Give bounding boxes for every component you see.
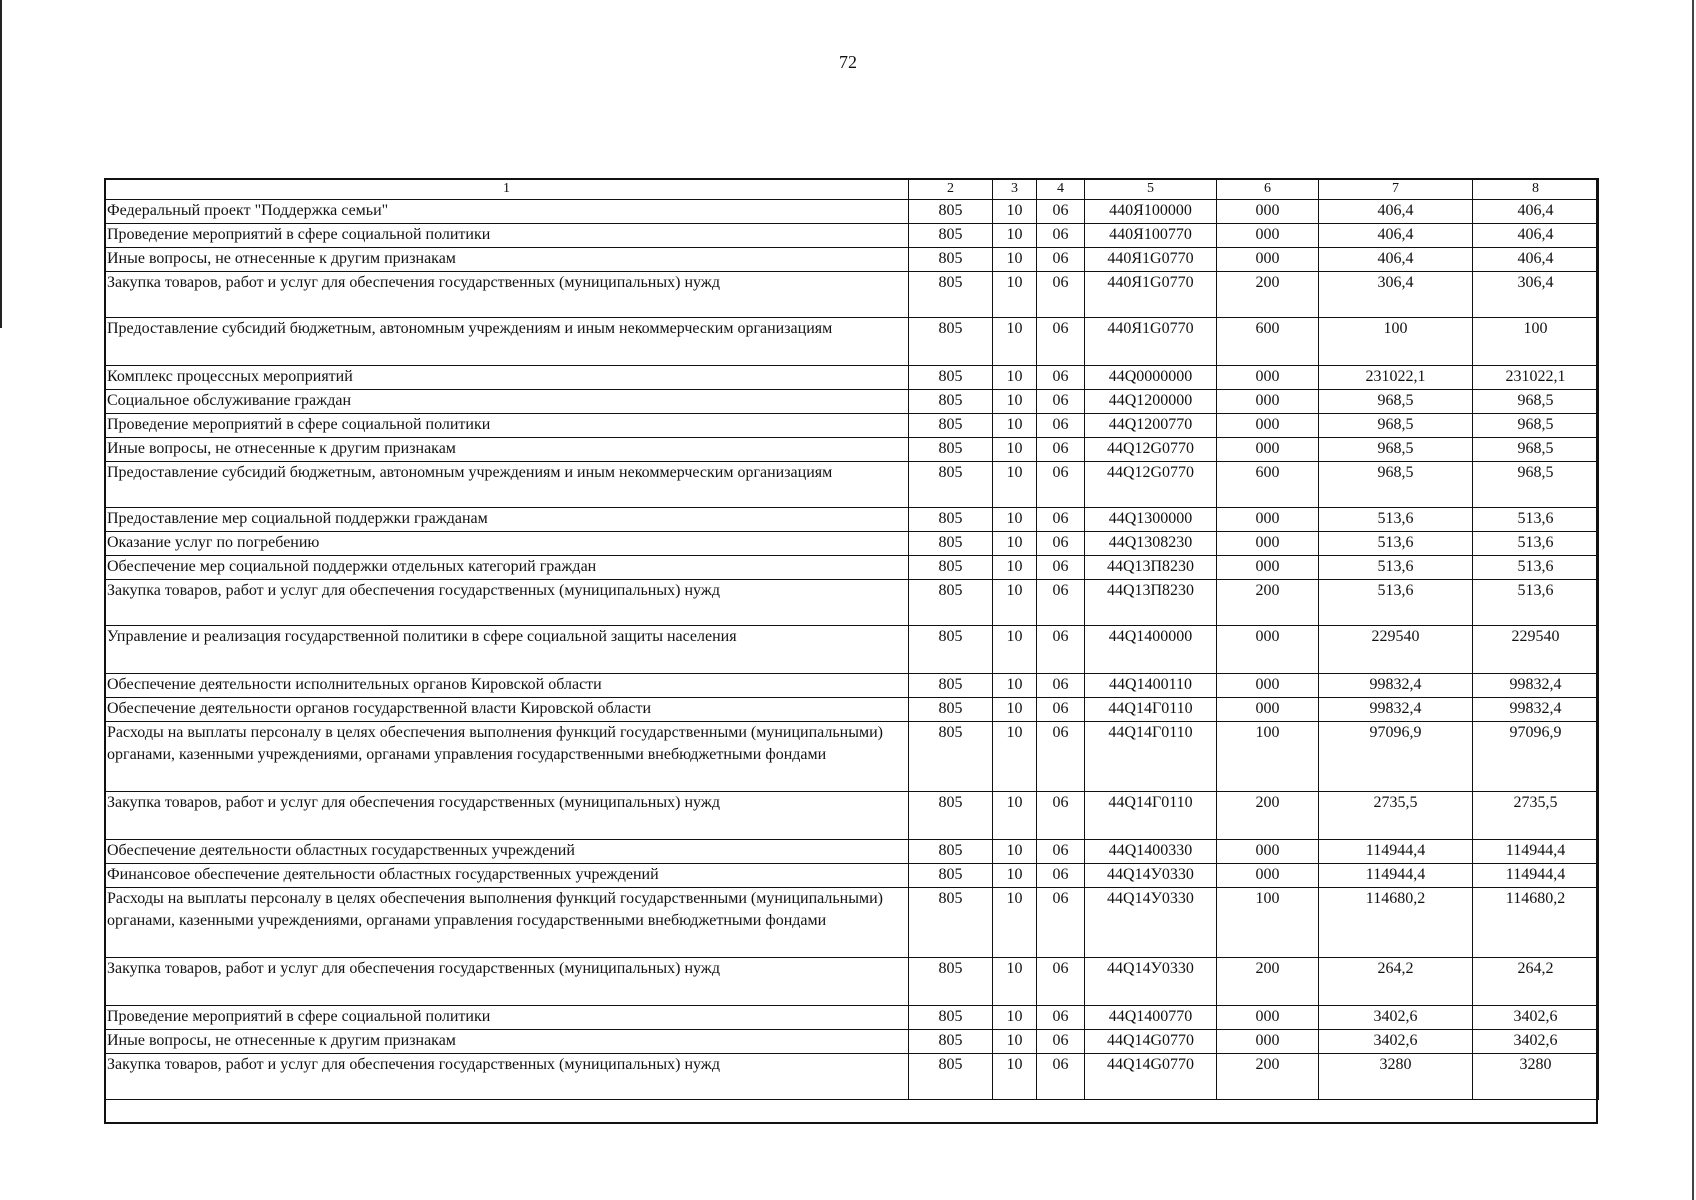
row-col-4: 06 [1037, 272, 1085, 318]
row-col-7: 3402,6 [1319, 1006, 1473, 1030]
row-col-6: 000 [1217, 438, 1319, 462]
row-col-7: 3402,6 [1319, 1030, 1473, 1054]
row-name: Иные вопросы, не отнесенные к другим признакам [105, 1030, 909, 1054]
row-col-3: 10 [993, 864, 1037, 888]
row-col-3: 10 [993, 888, 1037, 958]
row-col-6: 000 [1217, 674, 1319, 698]
row-name: Иные вопросы, не отнесенные к другим признакам [105, 438, 909, 462]
row-col-3: 10 [993, 556, 1037, 580]
row-col-2: 805 [909, 532, 993, 556]
row-name: Предоставление субсидий бюджетным, автономным учреждениям и иным некоммерческим организациям [105, 462, 909, 508]
row-name: Социальное обслуживание граждан [105, 390, 909, 414]
row-col-4: 06 [1037, 248, 1085, 272]
row-col-5: 44Q14Г0110 [1085, 722, 1217, 792]
row-name: Обеспечение деятельности органов государственной власти Кировской области [105, 698, 909, 722]
row-col-3: 10 [993, 532, 1037, 556]
row-col-5: 44Q1400110 [1085, 674, 1217, 698]
row-col-8: 99832,4 [1473, 698, 1599, 722]
row-name: Оказание услуг по погребению [105, 532, 909, 556]
row-col-3: 10 [993, 1006, 1037, 1030]
row-col-5: 44Q14G0770 [1085, 1030, 1217, 1054]
row-col-2: 805 [909, 1054, 993, 1100]
row-col-3: 10 [993, 462, 1037, 508]
row-col-3: 10 [993, 580, 1037, 626]
row-col-8: 968,5 [1473, 438, 1599, 462]
row-col-3: 10 [993, 722, 1037, 792]
row-name: Обеспечение деятельности областных государственных учреждений [105, 840, 909, 864]
row-col-6: 000 [1217, 840, 1319, 864]
row-col-8: 968,5 [1473, 390, 1599, 414]
column-header-6: 6 [1217, 179, 1319, 200]
scan-edge-mark-left [0, 0, 2, 328]
row-col-3: 10 [993, 438, 1037, 462]
table-row [105, 508, 1599, 532]
row-name: Управление и реализация государственной политики в сфере социальной защиты населения [105, 626, 909, 674]
table-row [105, 414, 1599, 438]
row-col-7: 306,4 [1319, 272, 1473, 318]
row-col-5: 44Q1308230 [1085, 532, 1217, 556]
row-col-8: 406,4 [1473, 248, 1599, 272]
row-col-7: 406,4 [1319, 248, 1473, 272]
table-row [105, 438, 1599, 462]
row-col-3: 10 [993, 508, 1037, 532]
row-col-8: 264,2 [1473, 958, 1599, 1006]
row-col-5: 44Q14G0770 [1085, 1054, 1217, 1100]
row-col-4: 06 [1037, 556, 1085, 580]
row-col-2: 805 [909, 272, 993, 318]
row-col-7: 114680,2 [1319, 888, 1473, 958]
column-header-7: 7 [1319, 179, 1473, 200]
row-col-4: 06 [1037, 674, 1085, 698]
row-col-6: 600 [1217, 462, 1319, 508]
row-col-5: 440Я1G0770 [1085, 318, 1217, 366]
row-name: Закупка товаров, работ и услуг для обеспечения государственных (муниципальных) нужд [105, 1054, 909, 1100]
row-col-7: 114944,4 [1319, 864, 1473, 888]
row-col-3: 10 [993, 792, 1037, 840]
row-col-8: 99832,4 [1473, 674, 1599, 698]
row-col-7: 513,6 [1319, 532, 1473, 556]
row-col-6: 000 [1217, 556, 1319, 580]
row-col-6: 000 [1217, 390, 1319, 414]
row-col-7: 968,5 [1319, 414, 1473, 438]
row-col-6: 000 [1217, 532, 1319, 556]
row-col-3: 10 [993, 958, 1037, 1006]
row-name: Предоставление мер социальной поддержки гражданам [105, 508, 909, 532]
row-col-7: 3280 [1319, 1054, 1473, 1100]
row-col-8: 513,6 [1473, 580, 1599, 626]
row-col-7: 968,5 [1319, 390, 1473, 414]
table-body [105, 200, 1599, 1100]
row-col-3: 10 [993, 414, 1037, 438]
row-col-6: 000 [1217, 248, 1319, 272]
row-col-2: 805 [909, 508, 993, 532]
row-col-6: 000 [1217, 1006, 1319, 1030]
row-col-2: 805 [909, 248, 993, 272]
row-col-5: 44Q14Г0110 [1085, 792, 1217, 840]
table-row [105, 248, 1599, 272]
row-col-2: 805 [909, 626, 993, 674]
row-col-8: 100 [1473, 318, 1599, 366]
row-col-8: 406,4 [1473, 224, 1599, 248]
row-col-8: 229540 [1473, 626, 1599, 674]
row-col-2: 805 [909, 390, 993, 414]
row-col-4: 06 [1037, 462, 1085, 508]
table-row [105, 840, 1599, 864]
scan-edge-mark-right [1692, 0, 1694, 1200]
row-col-4: 06 [1037, 722, 1085, 792]
row-col-5: 440Я100770 [1085, 224, 1217, 248]
row-col-8: 406,4 [1473, 200, 1599, 224]
row-col-8: 114680,2 [1473, 888, 1599, 958]
row-col-7: 100 [1319, 318, 1473, 366]
row-col-7: 513,6 [1319, 580, 1473, 626]
row-col-4: 06 [1037, 864, 1085, 888]
table-row [105, 462, 1599, 508]
row-col-7: 99832,4 [1319, 698, 1473, 722]
row-col-8: 968,5 [1473, 462, 1599, 508]
row-col-6: 000 [1217, 366, 1319, 390]
row-col-3: 10 [993, 698, 1037, 722]
table-row [105, 366, 1599, 390]
row-col-5: 44Q13П8230 [1085, 556, 1217, 580]
row-name: Обеспечение мер социальной поддержки отдельных категорий граждан [105, 556, 909, 580]
row-col-4: 06 [1037, 438, 1085, 462]
row-col-7: 231022,1 [1319, 366, 1473, 390]
row-col-2: 805 [909, 224, 993, 248]
row-col-5: 44Q13П8230 [1085, 580, 1217, 626]
row-col-4: 06 [1037, 532, 1085, 556]
row-col-7: 513,6 [1319, 508, 1473, 532]
row-col-2: 805 [909, 792, 993, 840]
row-col-8: 114944,4 [1473, 840, 1599, 864]
table-row [105, 1054, 1599, 1100]
row-col-8: 968,5 [1473, 414, 1599, 438]
row-col-8: 231022,1 [1473, 366, 1599, 390]
row-name: Иные вопросы, не отнесенные к другим признакам [105, 248, 909, 272]
budget-table [104, 178, 1599, 1100]
row-col-6: 000 [1217, 698, 1319, 722]
row-col-4: 06 [1037, 580, 1085, 626]
row-name: Проведение мероприятий в сфере социальной политики [105, 224, 909, 248]
row-col-5: 44Q12G0770 [1085, 462, 1217, 508]
column-header-2: 2 [909, 179, 993, 200]
row-col-5: 44Q1300000 [1085, 508, 1217, 532]
table-row [105, 674, 1599, 698]
row-col-3: 10 [993, 1030, 1037, 1054]
row-name: Комплекс процессных мероприятий [105, 366, 909, 390]
row-col-3: 10 [993, 1054, 1037, 1100]
row-col-3: 10 [993, 674, 1037, 698]
row-col-7: 2735,5 [1319, 792, 1473, 840]
row-name: Проведение мероприятий в сфере социальной политики [105, 1006, 909, 1030]
row-col-3: 10 [993, 248, 1037, 272]
row-col-2: 805 [909, 414, 993, 438]
row-col-6: 000 [1217, 864, 1319, 888]
table-row [105, 224, 1599, 248]
row-col-2: 805 [909, 1030, 993, 1054]
row-col-4: 06 [1037, 390, 1085, 414]
table-row [105, 532, 1599, 556]
table-row [105, 888, 1599, 958]
row-col-6: 000 [1217, 626, 1319, 674]
page-number: 72 [839, 52, 857, 72]
row-col-4: 06 [1037, 1006, 1085, 1030]
row-col-6: 000 [1217, 200, 1319, 224]
row-col-5: 44Q0000000 [1085, 366, 1217, 390]
row-col-2: 805 [909, 840, 993, 864]
row-col-2: 805 [909, 462, 993, 508]
row-name: Финансовое обеспечение деятельности областных государственных учреждений [105, 864, 909, 888]
row-col-8: 306,4 [1473, 272, 1599, 318]
row-col-4: 06 [1037, 698, 1085, 722]
row-col-2: 805 [909, 556, 993, 580]
row-name: Расходы на выплаты персоналу в целях обеспечения выполнения функций государственными (муниципальными) органами, казенными учреждениями, органами управления государственными внебюджетными фондами [105, 888, 909, 958]
table-row [105, 626, 1599, 674]
table-row [105, 200, 1599, 224]
row-name: Расходы на выплаты персоналу в целях обеспечения выполнения функций государственными (муниципальными) органами, казенными учреждениями, органами управления государственными внебюджетными фондами [105, 722, 909, 792]
row-name: Обеспечение деятельности исполнительных органов Кировской области [105, 674, 909, 698]
row-col-4: 06 [1037, 840, 1085, 864]
row-col-2: 805 [909, 1006, 993, 1030]
table-row [105, 390, 1599, 414]
table-row [105, 722, 1599, 792]
row-col-5: 44Q1400770 [1085, 1006, 1217, 1030]
column-header-3: 3 [993, 179, 1037, 200]
row-col-6: 200 [1217, 958, 1319, 1006]
row-name: Закупка товаров, работ и услуг для обеспечения государственных (муниципальных) нужд [105, 958, 909, 1006]
row-col-2: 805 [909, 200, 993, 224]
row-col-4: 06 [1037, 1054, 1085, 1100]
row-col-8: 114944,4 [1473, 864, 1599, 888]
row-name: Закупка товаров, работ и услуг для обеспечения государственных (муниципальных) нужд [105, 580, 909, 626]
row-col-6: 200 [1217, 1054, 1319, 1100]
table-row [105, 556, 1599, 580]
row-col-4: 06 [1037, 508, 1085, 532]
row-col-5: 440Я1G0770 [1085, 272, 1217, 318]
table-row [105, 792, 1599, 840]
row-col-8: 3280 [1473, 1054, 1599, 1100]
row-col-4: 06 [1037, 366, 1085, 390]
row-col-5: 44Q1200770 [1085, 414, 1217, 438]
row-col-2: 805 [909, 698, 993, 722]
row-col-4: 06 [1037, 414, 1085, 438]
row-name: Закупка товаров, работ и услуг для обеспечения государственных (муниципальных) нужд [105, 792, 909, 840]
row-col-6: 600 [1217, 318, 1319, 366]
row-col-7: 97096,9 [1319, 722, 1473, 792]
row-col-5: 44Q1400000 [1085, 626, 1217, 674]
row-name: Проведение мероприятий в сфере социальной политики [105, 414, 909, 438]
row-col-5: 44Q14У0330 [1085, 864, 1217, 888]
row-col-8: 97096,9 [1473, 722, 1599, 792]
row-col-4: 06 [1037, 318, 1085, 366]
column-header-4: 4 [1037, 179, 1085, 200]
row-col-2: 805 [909, 958, 993, 1006]
row-col-3: 10 [993, 224, 1037, 248]
row-col-3: 10 [993, 840, 1037, 864]
table-row [105, 958, 1599, 1006]
row-col-8: 513,6 [1473, 532, 1599, 556]
row-col-8: 3402,6 [1473, 1030, 1599, 1054]
table-row [105, 272, 1599, 318]
row-col-3: 10 [993, 318, 1037, 366]
row-col-4: 06 [1037, 224, 1085, 248]
row-col-6: 200 [1217, 580, 1319, 626]
table-row [105, 318, 1599, 366]
row-col-6: 200 [1217, 792, 1319, 840]
row-col-4: 06 [1037, 888, 1085, 958]
row-col-5: 44Q14У0330 [1085, 958, 1217, 1006]
row-col-4: 06 [1037, 200, 1085, 224]
row-col-2: 805 [909, 722, 993, 792]
row-col-2: 805 [909, 864, 993, 888]
row-col-2: 805 [909, 366, 993, 390]
row-col-2: 805 [909, 318, 993, 366]
row-col-4: 06 [1037, 958, 1085, 1006]
row-col-8: 513,6 [1473, 556, 1599, 580]
row-col-8: 513,6 [1473, 508, 1599, 532]
row-name: Закупка товаров, работ и услуг для обеспечения государственных (муниципальных) нужд [105, 272, 909, 318]
row-col-2: 805 [909, 438, 993, 462]
column-header-8: 8 [1473, 179, 1599, 200]
row-col-6: 000 [1217, 1030, 1319, 1054]
row-col-4: 06 [1037, 1030, 1085, 1054]
row-col-6: 000 [1217, 508, 1319, 532]
row-col-2: 805 [909, 580, 993, 626]
row-col-7: 406,4 [1319, 224, 1473, 248]
row-col-5: 44Q1200000 [1085, 390, 1217, 414]
row-col-5: 440Я100000 [1085, 200, 1217, 224]
row-col-3: 10 [993, 272, 1037, 318]
row-col-8: 3402,6 [1473, 1006, 1599, 1030]
row-col-3: 10 [993, 390, 1037, 414]
table-row [105, 864, 1599, 888]
row-col-3: 10 [993, 366, 1037, 390]
row-col-3: 10 [993, 200, 1037, 224]
row-col-2: 805 [909, 674, 993, 698]
row-col-7: 968,5 [1319, 462, 1473, 508]
row-col-7: 513,6 [1319, 556, 1473, 580]
row-col-6: 000 [1217, 224, 1319, 248]
column-header-5: 5 [1085, 179, 1217, 200]
table-row [105, 580, 1599, 626]
row-name: Предоставление субсидий бюджетным, автономным учреждениям и иным некоммерческим организациям [105, 318, 909, 366]
row-col-6: 100 [1217, 888, 1319, 958]
table-row [105, 1006, 1599, 1030]
row-col-4: 06 [1037, 792, 1085, 840]
row-col-7: 99832,4 [1319, 674, 1473, 698]
row-col-7: 264,2 [1319, 958, 1473, 1006]
row-col-4: 06 [1037, 626, 1085, 674]
row-col-5: 44Q14У0330 [1085, 888, 1217, 958]
row-col-7: 114944,4 [1319, 840, 1473, 864]
table-row [105, 698, 1599, 722]
row-name: Федеральный проект "Поддержка семьи" [105, 200, 909, 224]
row-col-5: 44Q1400330 [1085, 840, 1217, 864]
row-col-6: 200 [1217, 272, 1319, 318]
row-col-8: 2735,5 [1473, 792, 1599, 840]
row-col-6: 000 [1217, 414, 1319, 438]
row-col-5: 44Q14Г0110 [1085, 698, 1217, 722]
row-col-7: 968,5 [1319, 438, 1473, 462]
row-col-7: 406,4 [1319, 200, 1473, 224]
table-row [105, 1030, 1599, 1054]
row-col-6: 100 [1217, 722, 1319, 792]
column-number-header-row [105, 179, 1599, 200]
row-col-3: 10 [993, 626, 1037, 674]
column-header-1: 1 [105, 179, 909, 200]
row-col-5: 440Я1G0770 [1085, 248, 1217, 272]
row-col-5: 44Q12G0770 [1085, 438, 1217, 462]
row-col-7: 229540 [1319, 626, 1473, 674]
row-col-2: 805 [909, 888, 993, 958]
